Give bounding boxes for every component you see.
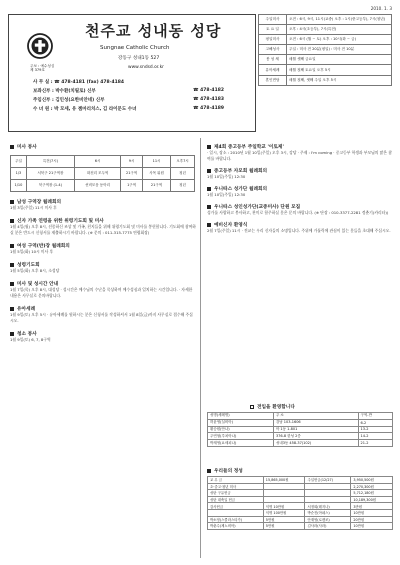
- section-body: 1월 10일(주일) 12:30: [207, 192, 246, 197]
- table-row: 초·중고·청년 미사 2,270,300원: [208, 483, 393, 490]
- staff-row: 주임신부 : 김인성(요한비안네) 신부 ☎ 478-4183: [33, 97, 224, 103]
- table-row: 성탄 대축일 헌금 10,189,300원: [208, 496, 393, 503]
- church-subtitle: Sungnae Catholic Church: [100, 45, 170, 51]
- left-column-sections: [10, 198, 196, 343]
- church-title: 천주교 성내동 성당: [85, 22, 222, 40]
- patron: 주보 : 예수성심: [30, 64, 55, 68]
- square-bullet-icon: [10, 200, 14, 204]
- table-row: 허윤영(실비아) 강남 103-1606 6-2: [208, 419, 393, 426]
- section-heading: 예비신자 환영식: [207, 221, 393, 228]
- table-row: 감사헌금 익명 10만원 서정희(레지나) 3만원: [208, 503, 393, 510]
- section-body: 2월 7일(주일) 11시 · 전교는 우리 신자들의 소명입니다. 주위에 가톨릭에 관심이 있는 분들을 초대해 주십시오.: [207, 228, 391, 233]
- table-header-row: 성명(세례명) 주 소 구역-반: [208, 413, 393, 420]
- square-bullet-icon: [10, 282, 14, 286]
- square-bullet-icon: [207, 469, 211, 473]
- offering-table: [207, 476, 393, 530]
- square-bullet-icon: [10, 145, 14, 149]
- staff-row: 수 녀 원 : 박 모세, 유 젬마리치스, 김 라이문도 수녀 ☎ 478-4189: [33, 106, 224, 112]
- welcome-table: [207, 412, 393, 447]
- section-heading: 제4회 중고등부 주일학교 '이토제': [207, 143, 393, 150]
- table-row: 성탄 구유헌금 5,712,180원: [208, 490, 393, 497]
- table-row: 박소영(스콜라스티카) 5만원 안재영(로렌조) 20만원: [208, 516, 393, 523]
- column-divider: [200, 138, 201, 558]
- table-row: 황승원(안나) 아 1동 1-801 13-2: [208, 426, 393, 433]
- section-heading: 신자 가족 연령을 위한 위령기도회 및 미사: [10, 217, 196, 224]
- section-body: 1월 4일(월) 오후 8시, 선종하신 조상 및 가족, 친지들을 위해 위령기도회 및 미사를 봉헌합니다. 기도회에 참여하실 분은 반드시 신청서를 제출하시기 바랍니다. (※ 문의 : 011-315-7775 연령회장): [10, 224, 196, 235]
- schedule-row: 주일미사 오전 : 6시, 9시, 11시(교중) 오후 : 1시(중고등부), 7시(청년): [259, 15, 392, 25]
- issue-info: [30, 64, 54, 73]
- table-row: 익명 100만원 박순진(아녜스) 10만원: [208, 509, 393, 516]
- schedule-row: 봉 성 체 매월 셋째 금요일: [259, 55, 392, 65]
- mass-service-heading: 미사 봉사: [10, 143, 37, 150]
- table-row: 박재영(요세피나) 성내3동 458-37(102) 21-2: [208, 440, 393, 447]
- section-body: 1월 7일(목) 오후 8시, 대성당 · 성시간은 예수님의 수난을 묵상하며 예수성심과 일치하는 시간입니다. · 자세한 내용은 사무실로 문의바랍니다.: [10, 287, 193, 298]
- section-body: 1월 5일(화) 10시 미사 후: [10, 249, 54, 254]
- schedule-table: [258, 14, 392, 86]
- section-body: 1월 9일(토) 오후 5시 · 유아세례를 원하시는 분은 신청서를 작성하셔서 1월 8일(금)까지 사무실로 접수해 주십시오.: [10, 312, 193, 323]
- staff-list: [33, 79, 253, 115]
- issue-date: 2010. 1. 3: [370, 6, 392, 11]
- offering-heading: 우리들의 정성: [207, 467, 243, 474]
- table-row: 주연형(루치아나) 376-8 한성 2층 14-2: [208, 433, 393, 440]
- square-bullet-icon: [10, 219, 14, 223]
- section-heading: 우니따스 성가단 월례회의: [207, 185, 393, 192]
- schedule-row: 평일미사 오전 : 6시 (월 ~ 토) 오후 : 10시(화 ~ 금): [259, 35, 392, 45]
- square-bullet-icon: [10, 332, 14, 336]
- table-row: 1/3 서북구 21구역장 화천리 모두역 21구역 사목 위원 청년: [11, 168, 195, 180]
- church-logo: [26, 32, 54, 60]
- right-column-sections: [207, 143, 393, 234]
- square-bullet-icon: [10, 307, 14, 311]
- section-heading: 중고등부 자모회 월례회의: [207, 167, 393, 174]
- section-heading: 청소 봉사: [10, 330, 196, 337]
- mass-service-table: [10, 155, 195, 192]
- schedule-row: 토 요 일 오후 : 4시(초등부), 7시(특전): [259, 25, 392, 35]
- section-body: 1월 9일(토) 6, 7, 8구역: [10, 337, 51, 342]
- section-body: 1월 5일(화) 오후 8시, 소성당: [10, 268, 60, 273]
- section-body: · 일시, 장소 : 2010년 1월 10일(주일) 오후 3시, 강당 · 주제 : I'm coming · 중고등부 학생과 부모님의 많은 참여를 바랍니다.: [207, 150, 392, 161]
- schedule-row: 혼인면담 매월 첫째, 셋째 주일 오후 5시: [259, 75, 392, 85]
- section-heading: 우니따스 성인성가단(교중미사) 단원 모집: [207, 203, 393, 210]
- section-body: 1월 10일(주일) 12:30: [207, 174, 246, 179]
- square-bullet-icon: [207, 205, 211, 209]
- section-body: 1월 3일(주일) 11시 미사 후: [10, 205, 57, 210]
- section-heading: 미사 및 성시간 안내: [10, 280, 196, 287]
- schedule-row: 유아세례 매월 첫째 토요일 오후 5시: [259, 65, 392, 75]
- staff-row: 사 무 실 : ☎ 478-4181 (fax) 478-4184: [33, 80, 124, 85]
- schedule-row: 고해성사 주일 : 미사 전 20분(평일) : 미사 전 10분: [259, 45, 392, 55]
- website-link[interactable]: www.sndsd.or.kr: [128, 65, 164, 70]
- heart-icon: [250, 405, 254, 409]
- table-header-row: 주일 특전(7시) 6시 9시 11시 오후7시: [11, 156, 195, 168]
- square-bullet-icon: [10, 263, 14, 267]
- section-heading: 남성 구역장 월례회의: [10, 198, 196, 205]
- table-row: 박춘수(제노비아) 5만원 김사라(사라) 10만원: [208, 523, 393, 530]
- section-heading: 유아세례: [10, 305, 196, 312]
- staff-row: 보좌신부 : 박수환(치릴로) 신부 ☎ 478-4182: [33, 88, 224, 94]
- issue-number: 제 379호: [30, 68, 45, 73]
- square-bullet-icon: [207, 145, 211, 149]
- section-heading: 성령기도회: [10, 261, 196, 268]
- square-bullet-icon: [207, 169, 211, 173]
- church-address: 강동구 성내1동 527: [118, 56, 160, 61]
- table-row: 1/10 북구역장 (1-4) 선비모음 동아리 1구역 21구역 청년: [11, 180, 195, 192]
- welcome-heading: 전입을 환영합니다: [250, 403, 295, 410]
- square-bullet-icon: [207, 223, 211, 227]
- square-bullet-icon: [10, 244, 14, 248]
- section-body: 성가를 사랑하고 봉사하고, 찬미로 합주하실 분은 문의 바랍니다. (※ 단장 : 010-3377-2281 정춘기(카리타)): [207, 210, 389, 215]
- section-heading: 여성 구역(반)장 월례회의: [10, 242, 196, 249]
- table-row: 교 무 금 15,865,000원 주일헌금(12/27) 3,950,500원: [208, 477, 393, 484]
- square-bullet-icon: [207, 187, 211, 191]
